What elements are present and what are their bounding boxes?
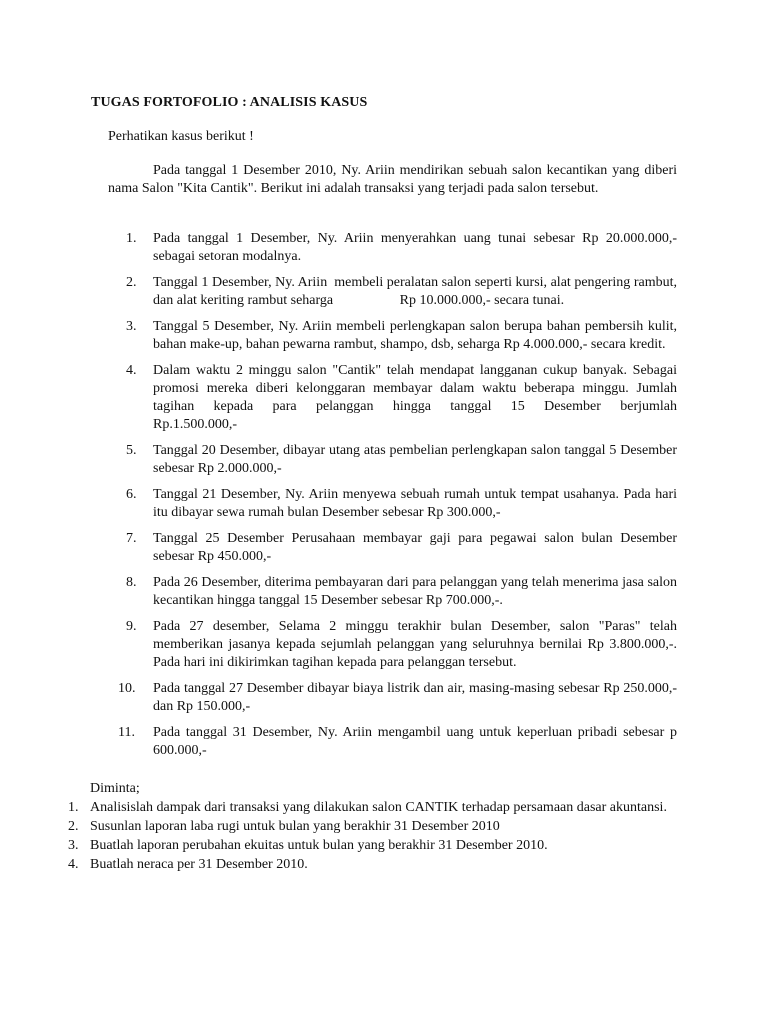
list-item-number: 8.	[126, 575, 137, 590]
list-item-number: 4.	[68, 857, 79, 872]
list-item-text: Tanggal 21 Desember, Ny. Ariin menyewa sebuah rumah untuk tempat usahanya. Pada hari itu dibayar sewa rumah bulan Desember sebesar Rp 300.000,-	[153, 487, 677, 520]
list-item-number: 4.	[126, 363, 137, 378]
list-item	[0, 230, 768, 266]
list-item-number: 2.	[126, 275, 137, 290]
list-item-text: Pada 27 desember, Selama 2 minggu terakhir bulan Desember, salon "Paras" telah memberikan jasanya kepada sejumlah pelanggan yang seluruhnya bernilai Rp 3.800.000,-. Pada hari ini dikirimkan tagihan kepada para pelanggan tersebut.	[153, 619, 677, 670]
list-item	[0, 818, 768, 836]
list-item-text: Pada tanggal 1 Desember, Ny. Ariin menyerahkan uang tunai sebesar Rp 20.000.000,- sebagai setoran modalnya.	[153, 231, 677, 264]
intro-text: Perhatikan kasus berikut !	[108, 129, 254, 144]
requirements-section	[0, 780, 768, 875]
list-item-number: 1.	[126, 231, 137, 246]
list-item-number: 10.	[118, 681, 136, 696]
list-item-text: Susunlan laporan laba rugi untuk bulan yang berakhir 31 Desember 2010	[90, 819, 500, 834]
list-item-text: Pada tanggal 31 Desember, Ny. Ariin mengambil uang untuk keperluan pribadi sebesar p 600.000,-	[153, 725, 677, 758]
list-item	[0, 362, 768, 434]
list-item	[0, 530, 768, 566]
list-item-text: Tanggal 25 Desember Perusahaan membayar gaji para pegawai salon bulan Desember sebesar Rp 450.000,-	[153, 531, 677, 564]
list-item	[0, 837, 768, 855]
case-paragraph: Pada tanggal 1 Desember 2010, Ny. Ariin mendirikan sebuah salon kecantikan yang diberi nama Salon "Kita Cantik". Berikut ini adalah transaksi yang terjadi pada salon tersebut.	[108, 163, 677, 196]
list-item-text: Pada tanggal 27 Desember dibayar biaya listrik dan air, masing-masing sebesar Rp 250.000,- dan Rp 150.000,-	[153, 681, 677, 714]
list-item-text: Tanggal 1 Desember, Ny. Ariin membeli peralatan salon seperti kursi, alat pengering rambut, dan alat keriting rambut seharga Rp 10.000.000,- secara tunai.	[153, 275, 681, 308]
list-item	[0, 856, 768, 874]
list-item-number: 7.	[126, 531, 137, 546]
list-item-text: Tanggal 5 Desember, Ny. Ariin membeli perlengkapan salon berupa bahan pembersih kulit, bahan make-up, bahan pewarna rambut, shampo, dsb, seharga Rp 4.000.000,- secara kredit.	[153, 319, 677, 352]
list-item-text: Tanggal 20 Desember, dibayar utang atas pembelian perlengkapan salon tanggal 5 Desember sebesar Rp 2.000.000,-	[153, 443, 677, 476]
document-title: TUGAS FORTOFOLIO : ANALISIS KASUS	[91, 95, 368, 110]
list-item-text: Buatlah neraca per 31 Desember 2010.	[90, 857, 308, 872]
list-item-number: 3.	[126, 319, 137, 334]
list-item	[0, 274, 768, 310]
requirements-list	[0, 799, 768, 874]
list-item	[0, 724, 768, 760]
list-item	[0, 442, 768, 478]
list-item	[0, 680, 768, 716]
list-item-number: 11.	[118, 725, 135, 740]
list-item-text: Buatlah laporan perubahan ekuitas untuk bulan yang berakhir 31 Desember 2010.	[90, 838, 548, 853]
list-item-number: 3.	[68, 838, 79, 853]
list-item-number: 2.	[68, 819, 79, 834]
list-item	[0, 574, 768, 610]
list-item	[0, 318, 768, 354]
list-item	[0, 799, 768, 817]
list-item	[0, 486, 768, 522]
requirements-heading: Diminta;	[90, 781, 140, 796]
transaction-list	[0, 230, 768, 768]
list-item-text: Analisislah dampak dari transaksi yang dilakukan salon CANTIK terhadap persamaan dasar akuntansi.	[90, 800, 667, 815]
list-item-text: Dalam waktu 2 minggu salon "Cantik" telah mendapat langganan cukup banyak. Sebagai promosi mereka diberi kelonggaran membayar dalam waktu beberapa minggu. Jumlah tagihan kepada para pelanggan hingga tanggal 15 Desember berjumlah Rp.1.500.000,-	[153, 363, 747, 432]
list-item-number: 5.	[126, 443, 137, 458]
list-item-number: 9.	[126, 619, 137, 634]
list-item	[0, 618, 768, 672]
list-item-number: 1.	[68, 800, 79, 815]
list-item-text: Pada 26 Desember, diterima pembayaran dari para pelanggan yang telah menerima jasa salon kecantikan hingga tanggal 15 Desember sebesar Rp 700.000,-.	[153, 575, 677, 608]
list-item-number: 6.	[126, 487, 137, 502]
